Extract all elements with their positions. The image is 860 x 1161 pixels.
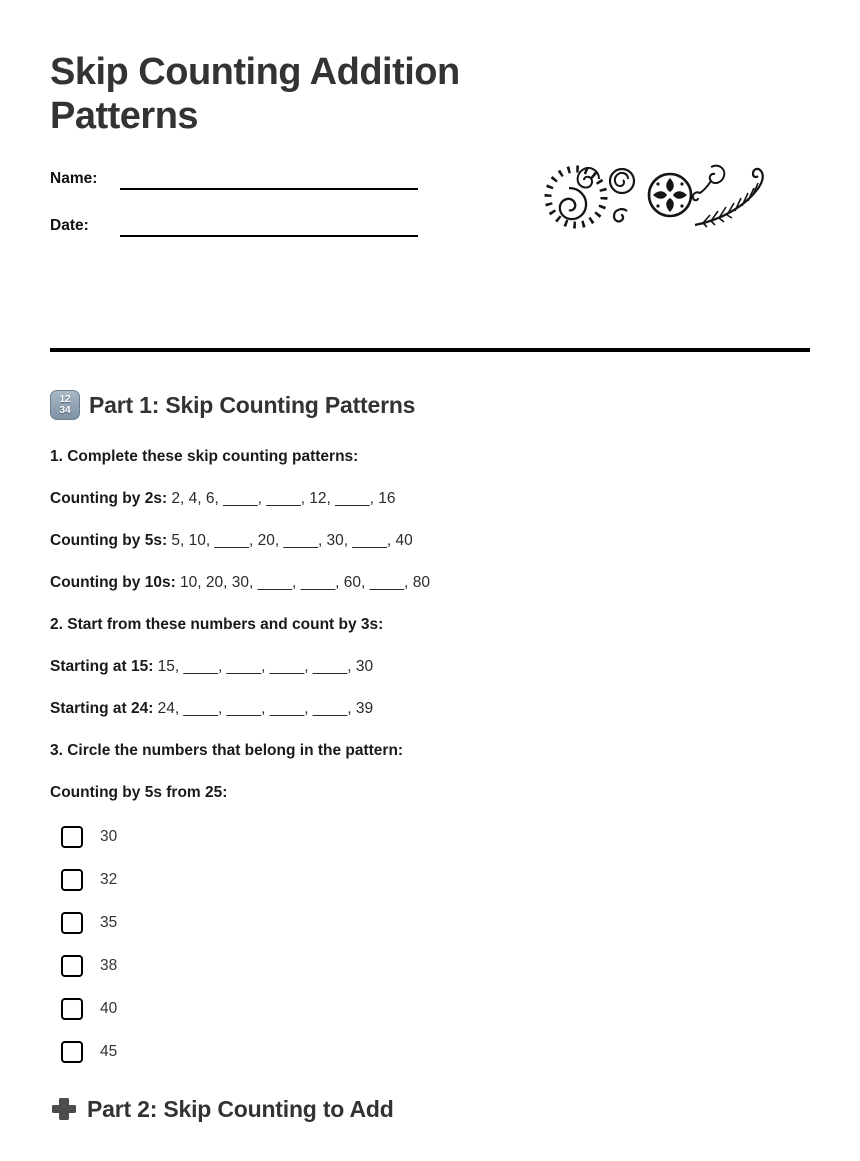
start-line-15 <box>50 656 810 677</box>
part1-heading-text: Part 1: Skip Counting Patterns <box>89 391 416 418</box>
start-sequence: 24, ____, ____, ____, ____, 39 <box>157 700 374 717</box>
option-checkbox-30[interactable] <box>61 826 83 848</box>
date-label: Date: <box>50 217 89 234</box>
pattern-line-10s <box>50 572 810 593</box>
name-write-line <box>120 169 418 190</box>
pattern-label: Counting by 5s: <box>50 532 168 549</box>
paisley-doodle <box>710 166 725 183</box>
question-3-prompt: 3. Circle the numbers that belong in the pattern: <box>50 742 404 759</box>
option-checkbox-40[interactable] <box>61 998 83 1020</box>
question-3-options <box>50 826 810 1063</box>
icon-digits-bottom: 34 <box>59 405 71 416</box>
option-label: 40 <box>100 1000 118 1017</box>
dash-ring-doodle <box>548 169 604 225</box>
option-row-38 <box>61 955 810 977</box>
start-label: Starting at 24: <box>50 700 154 717</box>
option-row-40 <box>61 998 810 1020</box>
pattern-sequence: 2, 4, 6, ____, ____, 12, ____, 16 <box>171 490 396 507</box>
plus-icon <box>50 1095 78 1123</box>
spiral-doodle <box>560 188 586 219</box>
question-2-prompt: 2. Start from these numbers and count by 3s: <box>50 616 384 633</box>
part2-heading <box>50 1092 810 1126</box>
option-label: 30 <box>100 828 118 845</box>
section-divider <box>50 348 810 352</box>
option-label: 35 <box>100 914 118 931</box>
question-3-subprompt: Counting by 5s from 25: <box>50 784 228 801</box>
part1-heading <box>50 388 810 422</box>
spiral-doodle <box>615 173 628 186</box>
option-row-32 <box>61 869 810 891</box>
part1-questions <box>50 446 810 803</box>
option-checkbox-45[interactable] <box>61 1041 83 1063</box>
start-line-24 <box>50 698 810 719</box>
option-label: 32 <box>100 871 118 888</box>
paisley-tail <box>693 181 711 200</box>
pattern-line-2s <box>50 488 810 509</box>
date-write-line <box>120 216 418 237</box>
flower-petals <box>653 178 687 212</box>
option-row-45 <box>61 1041 810 1063</box>
feather-barbs <box>703 183 758 227</box>
page-title: Skip Counting Addition Patterns <box>50 51 460 137</box>
pattern-label: Counting by 2s: <box>50 490 168 507</box>
icon-digits-top: 12 <box>59 394 71 405</box>
option-row-30 <box>61 826 810 848</box>
question-1-prompt: 1. Complete these skip counting patterns: <box>50 448 359 465</box>
name-label: Name: <box>50 170 98 187</box>
pattern-sequence: 10, 20, 30, ____, ____, 60, ____, 80 <box>180 574 430 591</box>
start-sequence: 15, ____, ____, ____, ____, 30 <box>157 658 374 675</box>
spiral-doodle <box>578 168 599 188</box>
input-numbers-icon <box>50 390 80 420</box>
doodle-art <box>543 157 773 235</box>
tiny-spiral-doodle <box>614 209 627 221</box>
start-label: Starting at 15: <box>50 658 154 675</box>
pattern-label: Counting by 10s: <box>50 574 176 591</box>
option-checkbox-32[interactable] <box>61 869 83 891</box>
option-checkbox-35[interactable] <box>61 912 83 934</box>
decorative-doodles <box>543 157 773 235</box>
option-label: 38 <box>100 957 118 974</box>
option-checkbox-38[interactable] <box>61 955 83 977</box>
pattern-line-5s <box>50 530 810 551</box>
option-label: 45 <box>100 1043 118 1060</box>
part2-heading-text: Part 2: Skip Counting to Add <box>87 1095 394 1122</box>
option-row-35 <box>61 912 810 934</box>
pattern-sequence: 5, 10, ____, 20, ____, 30, ____, 40 <box>171 532 413 549</box>
